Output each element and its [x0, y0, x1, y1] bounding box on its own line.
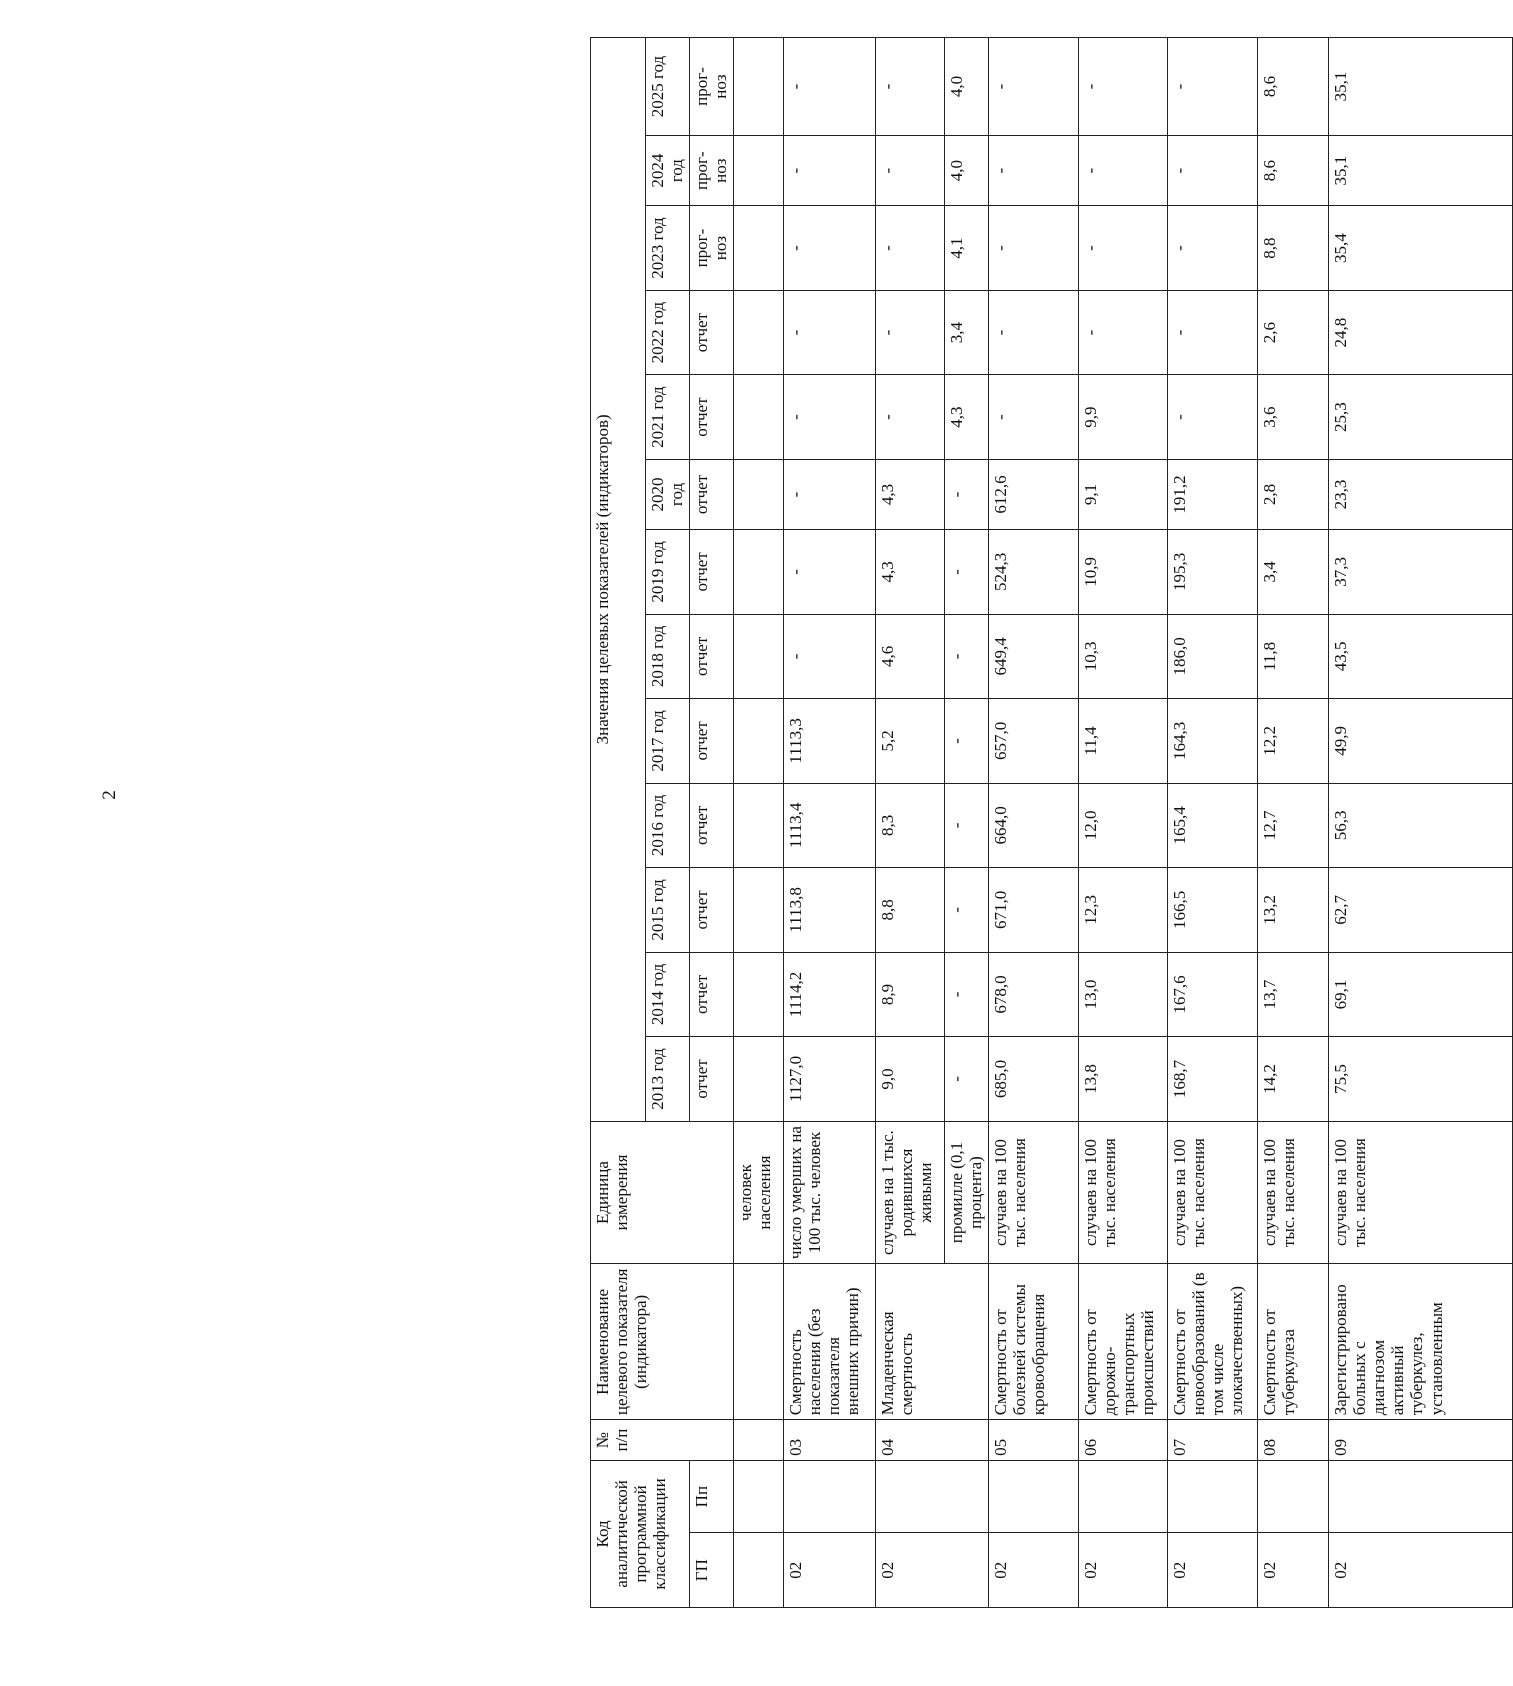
cell-value: -: [944, 868, 988, 953]
cell-value: 2,8: [1257, 459, 1328, 529]
cell-value: 8,3: [875, 783, 944, 868]
cell-gp: 02: [1329, 1533, 1513, 1608]
header-status: прог- ноз: [689, 136, 733, 206]
cell-pp: [1078, 1460, 1168, 1532]
header-year: 2016 год: [646, 783, 690, 868]
cell-gp: 02: [1257, 1533, 1328, 1608]
cell-value: 8,6: [1257, 38, 1328, 136]
table-row: [875, 38, 944, 1608]
cell-value: 24,8: [1329, 290, 1513, 375]
cell-value: -: [988, 136, 1078, 206]
cell-value: 2,6: [1257, 290, 1328, 375]
header-year: 2023 год: [646, 206, 690, 291]
cell-pp: [1329, 1460, 1513, 1532]
cell-value: 4,3: [875, 530, 944, 615]
cell-empty: [733, 459, 783, 529]
cell-gp: 02: [1168, 1533, 1258, 1608]
header-year: 2015 год: [646, 868, 690, 953]
cell-value: -: [783, 206, 875, 291]
cell-value: 186,0: [1168, 614, 1258, 699]
header-year: 2024 год: [646, 136, 690, 206]
cell-value: 524,3: [988, 530, 1078, 615]
cell-value: 664,0: [988, 783, 1078, 868]
cell-number: 06: [1078, 1420, 1168, 1461]
cell-gp: 02: [875, 1533, 988, 1608]
cell-value: 8,8: [1257, 206, 1328, 291]
cell-empty: [733, 868, 783, 953]
table-row: [783, 38, 875, 1608]
cell-empty: [733, 206, 783, 291]
cell-value: -: [1168, 206, 1258, 291]
cell-empty: [733, 290, 783, 375]
cell-value: 678,0: [988, 952, 1078, 1037]
table-row: [1168, 38, 1258, 1608]
cell-value: 9,9: [1078, 375, 1168, 460]
cell-number: 08: [1257, 1420, 1328, 1461]
cell-empty: [733, 699, 783, 784]
cell-unit: случаев на 100 тыс. населения: [988, 1121, 1078, 1264]
cell-value: 13,7: [1257, 952, 1328, 1037]
table-row: [988, 38, 1078, 1608]
cell-value: 168,7: [1168, 1037, 1258, 1122]
cell-gp: 02: [783, 1533, 875, 1608]
cell-value: 4,0: [944, 38, 988, 136]
header-status: отчет: [689, 459, 733, 529]
cell-value: 3,6: [1257, 375, 1328, 460]
header-row-1: [591, 38, 646, 1608]
cell-value: 11,8: [1257, 614, 1328, 699]
cell-gp: 02: [988, 1533, 1078, 1608]
cell-unit: число умерших на 100 тыс. человек: [783, 1121, 875, 1264]
header-pp: Пп: [689, 1460, 733, 1532]
cell-unit: случаев на 1 тыс. родившихся живыми: [875, 1121, 944, 1264]
cell-unit: промилле (0,1 процента): [944, 1121, 988, 1264]
cell-unit: случаев на 100 тыс. населения: [1078, 1121, 1168, 1264]
cell-empty: [733, 1264, 783, 1420]
cell-value: 13,8: [1078, 1037, 1168, 1122]
cell-empty: [733, 614, 783, 699]
cell-value: 657,0: [988, 699, 1078, 784]
cell-value: -: [875, 206, 944, 291]
cell-value: 165,4: [1168, 783, 1258, 868]
cell-value: -: [783, 375, 875, 460]
cell-unit: случаев на 100 тыс. населения: [1257, 1121, 1328, 1264]
cell-value: -: [1078, 136, 1168, 206]
cell-value: -: [988, 375, 1078, 460]
header-year: 2022 год: [646, 290, 690, 375]
header-indicator-name: Наименование целевого показателя (индикатора): [591, 1264, 734, 1420]
cell-value: -: [875, 136, 944, 206]
cell-number: 03: [783, 1420, 875, 1461]
cell-value: 25,3: [1329, 375, 1513, 460]
cell-pp: [783, 1460, 875, 1532]
cell-value: 3,4: [1257, 530, 1328, 615]
cell-value: 9,1: [1078, 459, 1168, 529]
cell-indicator-name: Смертность от новообразований (в том числе злокачественных): [1168, 1264, 1258, 1420]
cell-value: -: [783, 136, 875, 206]
cell-value: 10,9: [1078, 530, 1168, 615]
cell-value: 12,3: [1078, 868, 1168, 953]
cell-unit: случаев на 100 тыс. населения: [1329, 1121, 1513, 1264]
cell-value: 195,3: [1168, 530, 1258, 615]
cell-empty: [733, 1420, 783, 1461]
header-status: отчет: [689, 783, 733, 868]
cell-value: 56,3: [1329, 783, 1513, 868]
cell-empty: [733, 1037, 783, 1122]
cell-value: 14,2: [1257, 1037, 1328, 1122]
cell-value: -: [944, 783, 988, 868]
cell-value: -: [783, 290, 875, 375]
cell-value: -: [783, 459, 875, 529]
cell-value: 13,2: [1257, 868, 1328, 953]
page-number: 2: [99, 790, 120, 800]
cell-empty: [733, 783, 783, 868]
cell-value: -: [944, 699, 988, 784]
cell-value: 1113,8: [783, 868, 875, 953]
cell-indicator-name: Младенческая смертность: [875, 1264, 988, 1420]
cell-value: -: [875, 375, 944, 460]
cell-value: 5,2: [875, 699, 944, 784]
header-status: отчет: [689, 614, 733, 699]
header-year: 2017 год: [646, 699, 690, 784]
cell-value: 3,4: [944, 290, 988, 375]
header-number: № п/п: [591, 1420, 734, 1461]
header-status: отчет: [689, 375, 733, 460]
cell-indicator-name: Смертность населения (без показателя внешних причин): [783, 1264, 875, 1420]
cell-value: -: [944, 459, 988, 529]
carryover-unit: человек населения: [733, 1121, 783, 1264]
cell-value: -: [944, 1037, 988, 1122]
header-status: отчет: [689, 530, 733, 615]
cell-value: 1113,3: [783, 699, 875, 784]
cell-number: 07: [1168, 1420, 1258, 1461]
header-status: отчет: [689, 868, 733, 953]
cell-value: 1114,2: [783, 952, 875, 1037]
table-row: [1257, 38, 1328, 1608]
cell-value: 62,7: [1329, 868, 1513, 953]
cell-value: 75,5: [1329, 1037, 1513, 1122]
cell-value: -: [1078, 290, 1168, 375]
cell-value: 612,6: [988, 459, 1078, 529]
indicators-table: [590, 37, 1513, 1608]
header-gp: ГП: [689, 1533, 733, 1608]
header-year: 2021 год: [646, 375, 690, 460]
cell-indicator-name: Зарегистрировано больных с диагнозом активный туберкулез, установленным: [1329, 1264, 1513, 1420]
cell-value: -: [783, 38, 875, 136]
cell-empty: [733, 952, 783, 1037]
cell-value: -: [944, 614, 988, 699]
header-status: отчет: [689, 1037, 733, 1122]
cell-value: 35,4: [1329, 206, 1513, 291]
header-year: 2019 год: [646, 530, 690, 615]
cell-value: -: [988, 206, 1078, 291]
cell-value: 8,6: [1257, 136, 1328, 206]
cell-number: 05: [988, 1420, 1078, 1461]
cell-value: 8,9: [875, 952, 944, 1037]
cell-value: -: [1168, 38, 1258, 136]
cell-empty: [733, 136, 783, 206]
cell-value: 4,6: [875, 614, 944, 699]
cell-empty: [733, 530, 783, 615]
cell-value: -: [988, 38, 1078, 136]
header-status: отчет: [689, 952, 733, 1037]
cell-value: 43,5: [1329, 614, 1513, 699]
cell-value: 12,0: [1078, 783, 1168, 868]
cell-value: 4,0: [944, 136, 988, 206]
cell-value: 12,2: [1257, 699, 1328, 784]
cell-unit: случаев на 100 тыс. населения: [1168, 1121, 1258, 1264]
cell-number: 04: [875, 1420, 988, 1461]
header-year: 2014 год: [646, 952, 690, 1037]
cell-value: 23,3: [1329, 459, 1513, 529]
cell-empty: [733, 1533, 783, 1608]
cell-value: 191,2: [1168, 459, 1258, 529]
cell-value: -: [1168, 290, 1258, 375]
cell-value: 1113,4: [783, 783, 875, 868]
header-status: прог- ноз: [689, 38, 733, 136]
cell-value: -: [944, 952, 988, 1037]
cell-value: 671,0: [988, 868, 1078, 953]
cell-value: -: [1168, 375, 1258, 460]
cell-value: 167,6: [1168, 952, 1258, 1037]
cell-pp: [1257, 1460, 1328, 1532]
header-values-group: Значения целевых показателей (индикаторов): [591, 38, 646, 1122]
cell-value: -: [1078, 38, 1168, 136]
cell-value: -: [988, 290, 1078, 375]
header-year: 2013 год: [646, 1037, 690, 1122]
carryover-row: [733, 38, 783, 1608]
cell-value: 13,0: [1078, 952, 1168, 1037]
cell-value: 12,7: [1257, 783, 1328, 868]
header-status: отчет: [689, 290, 733, 375]
cell-value: -: [1078, 206, 1168, 291]
cell-value: 164,3: [1168, 699, 1258, 784]
cell-indicator-name: Смертность от болезней системы кровообращения: [988, 1264, 1078, 1420]
cell-value: 4,1: [944, 206, 988, 291]
header-unit: Единица измерения: [591, 1121, 734, 1264]
cell-value: 35,1: [1329, 136, 1513, 206]
cell-value: 649,4: [988, 614, 1078, 699]
cell-value: 37,3: [1329, 530, 1513, 615]
cell-value: 166,5: [1168, 868, 1258, 953]
cell-value: 69,1: [1329, 952, 1513, 1037]
cell-indicator-name: Смертность от туберкулеза: [1257, 1264, 1328, 1420]
header-status: отчет: [689, 699, 733, 784]
cell-value: 11,4: [1078, 699, 1168, 784]
header-year: 2018 год: [646, 614, 690, 699]
cell-value: 8,8: [875, 868, 944, 953]
cell-pp: [988, 1460, 1078, 1532]
cell-value: 35,1: [1329, 38, 1513, 136]
cell-value: -: [875, 290, 944, 375]
cell-empty: [733, 375, 783, 460]
table-rotated-container: [590, 37, 1513, 1608]
table-body: [591, 38, 1513, 1608]
cell-value: -: [783, 614, 875, 699]
cell-value: -: [1168, 136, 1258, 206]
cell-empty: [733, 38, 783, 136]
cell-indicator-name: Смертность от дорожно-транспортных происшествий: [1078, 1264, 1168, 1420]
header-status: прог- ноз: [689, 206, 733, 291]
header-year: 2025 год: [646, 38, 690, 136]
cell-value: 9,0: [875, 1037, 944, 1122]
table-row: [1329, 38, 1513, 1608]
cell-empty: [733, 1460, 783, 1532]
cell-value: 10,3: [1078, 614, 1168, 699]
cell-value: -: [944, 530, 988, 615]
header-code-classification: Код аналитической программной классификации: [591, 1460, 690, 1607]
cell-value: -: [783, 530, 875, 615]
cell-pp: [1168, 1460, 1258, 1532]
cell-gp: 02: [1078, 1533, 1168, 1608]
cell-value: 685,0: [988, 1037, 1078, 1122]
cell-value: 4,3: [875, 459, 944, 529]
cell-pp: [875, 1460, 988, 1532]
cell-value: 1127,0: [783, 1037, 875, 1122]
table-row: [1078, 38, 1168, 1608]
cell-number: 09: [1329, 1420, 1513, 1461]
cell-value: 49,9: [1329, 699, 1513, 784]
cell-value: -: [875, 38, 944, 136]
cell-value: 4,3: [944, 375, 988, 460]
header-year: 2020 год: [646, 459, 690, 529]
